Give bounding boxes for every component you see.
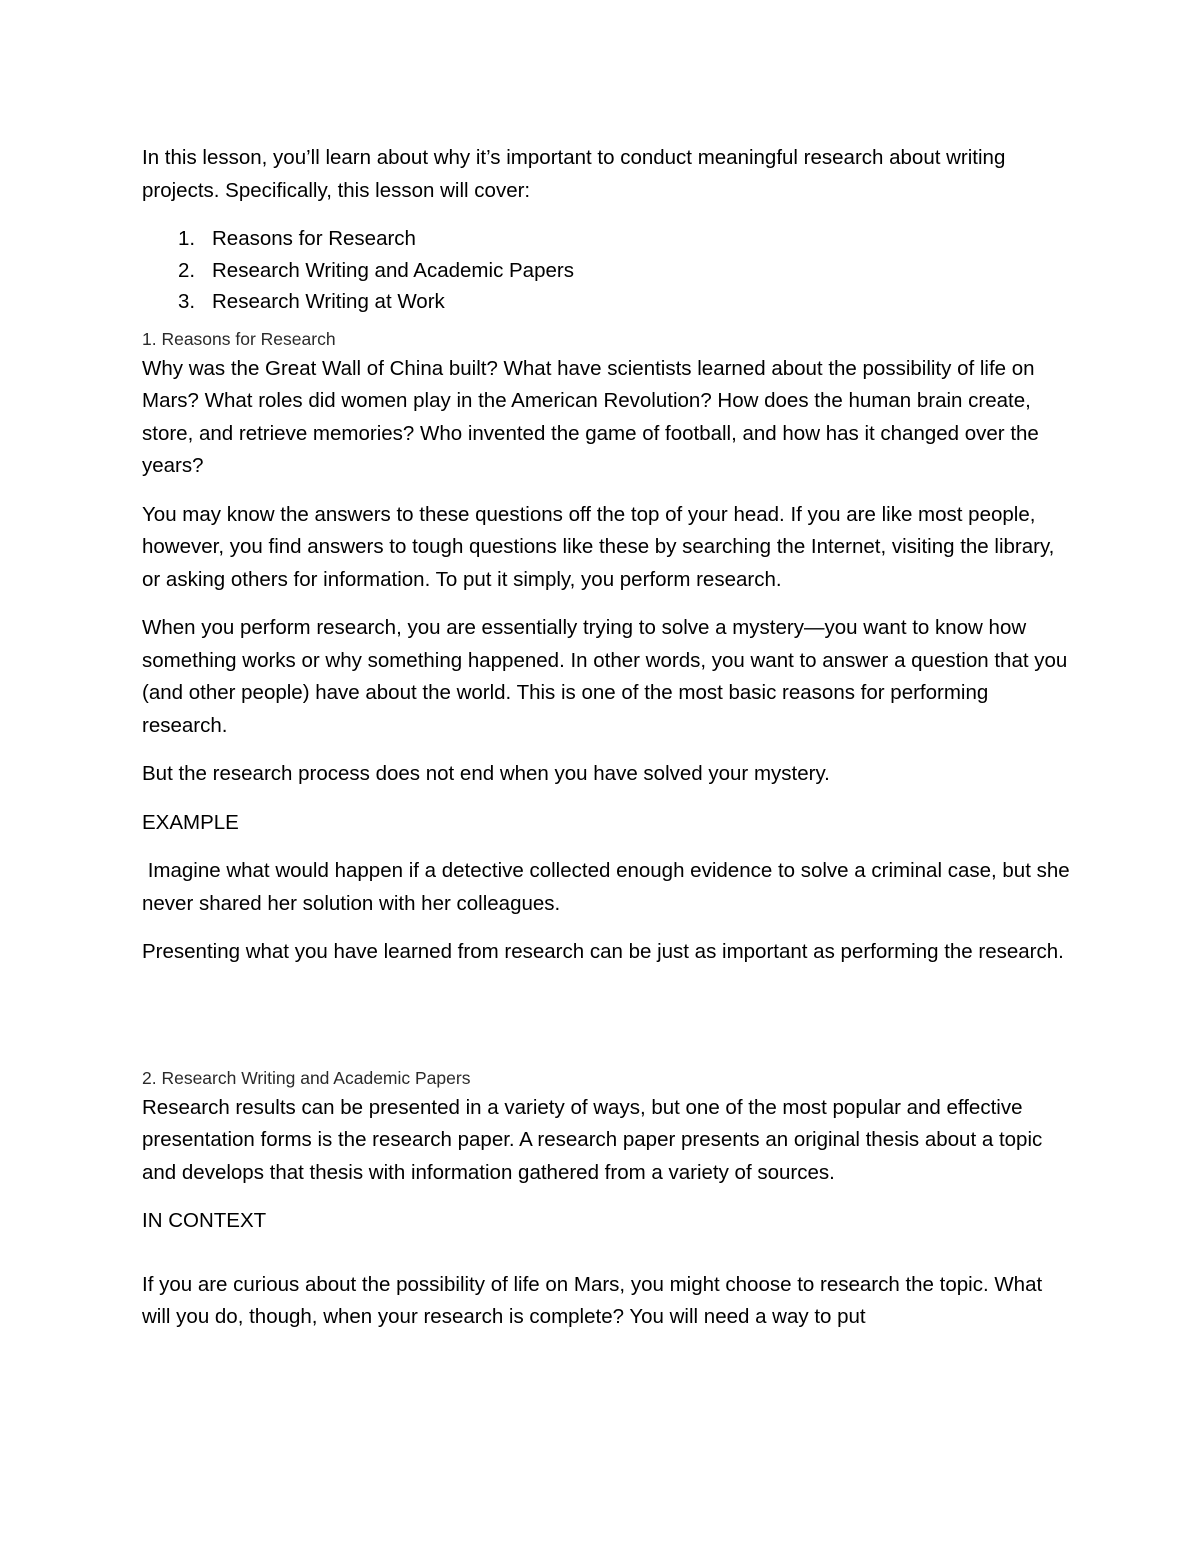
list-item-number: 2.	[178, 258, 196, 282]
section1-closing-paragraph: Presenting what you have learned from research can be just as important as performing the research.	[142, 940, 1064, 963]
list-item-number: 3.	[178, 290, 196, 313]
section-spacer	[142, 985, 1072, 1067]
section1-paragraph-process: But the research process does not end when you have solved your mystery.	[142, 762, 830, 785]
list-item	[178, 255, 1072, 287]
section-heading-academic-papers: 2. Research Writing and Academic Papers	[142, 1067, 471, 1088]
section1-paragraph-mystery: When you perform research, you are essentially trying to solve a mystery—you want to know how something works or why something happened. In other words, you want to answer a question that you (and other people) have about the world. This is one of the most basic reasons for performing research.	[142, 616, 1068, 737]
example-label: EXAMPLE	[142, 810, 239, 834]
section1-paragraph-answers: You may know the answers to these questions off the top of your head. If you are like most people, however, you find answers to tough questions like these by searching the Internet, visiting the library, or asking others for information. To put it simply, you perform research.	[142, 502, 1055, 591]
list-item-text: Reasons for Research	[212, 227, 416, 250]
document-content	[142, 142, 1076, 1350]
in-context-label: IN CONTEXT	[142, 1209, 267, 1232]
section1-paragraph-questions: Why was the Great Wall of China built? What have scientists learned about the possibility of life on Mars? What roles did women play in the American Revolution? How does the human brain create, store, and retrieve memories? Who invented the game of football, and how has it changed over the years?	[142, 356, 1039, 477]
list-item-number: 1.	[178, 227, 196, 250]
list-item	[178, 223, 1072, 255]
lesson-topics-list	[142, 223, 1072, 318]
list-item	[178, 286, 1072, 318]
example-paragraph: Imagine what would happen if a detective collected enough evidence to solve a criminal case, but she never shared her solution with her colleagues.	[142, 859, 1076, 915]
intro-paragraph: In this lesson, you’ll learn about why it’s important to conduct meaningful research about writing projects. Specifically, this lesson will cover:	[142, 146, 1006, 202]
list-item-text: Research Writing at Work	[212, 290, 445, 313]
list-item-text: Research Writing and Academic Papers	[212, 258, 574, 282]
section2-paragraph: Research results can be presented in a variety of ways, but one of the most popular and effective presentation forms is the research paper. A research paper presents an original thesis about a topic and develops that thesis with information gathered from a variety of sources.	[142, 1095, 1043, 1184]
section-heading-reasons: 1. Reasons for Research	[142, 328, 336, 349]
in-context-paragraph: If you are curious about the possibility of life on Mars, you might choose to research the topic. What will you do, though, when your research is complete? You will need a way to put	[142, 1272, 1043, 1328]
